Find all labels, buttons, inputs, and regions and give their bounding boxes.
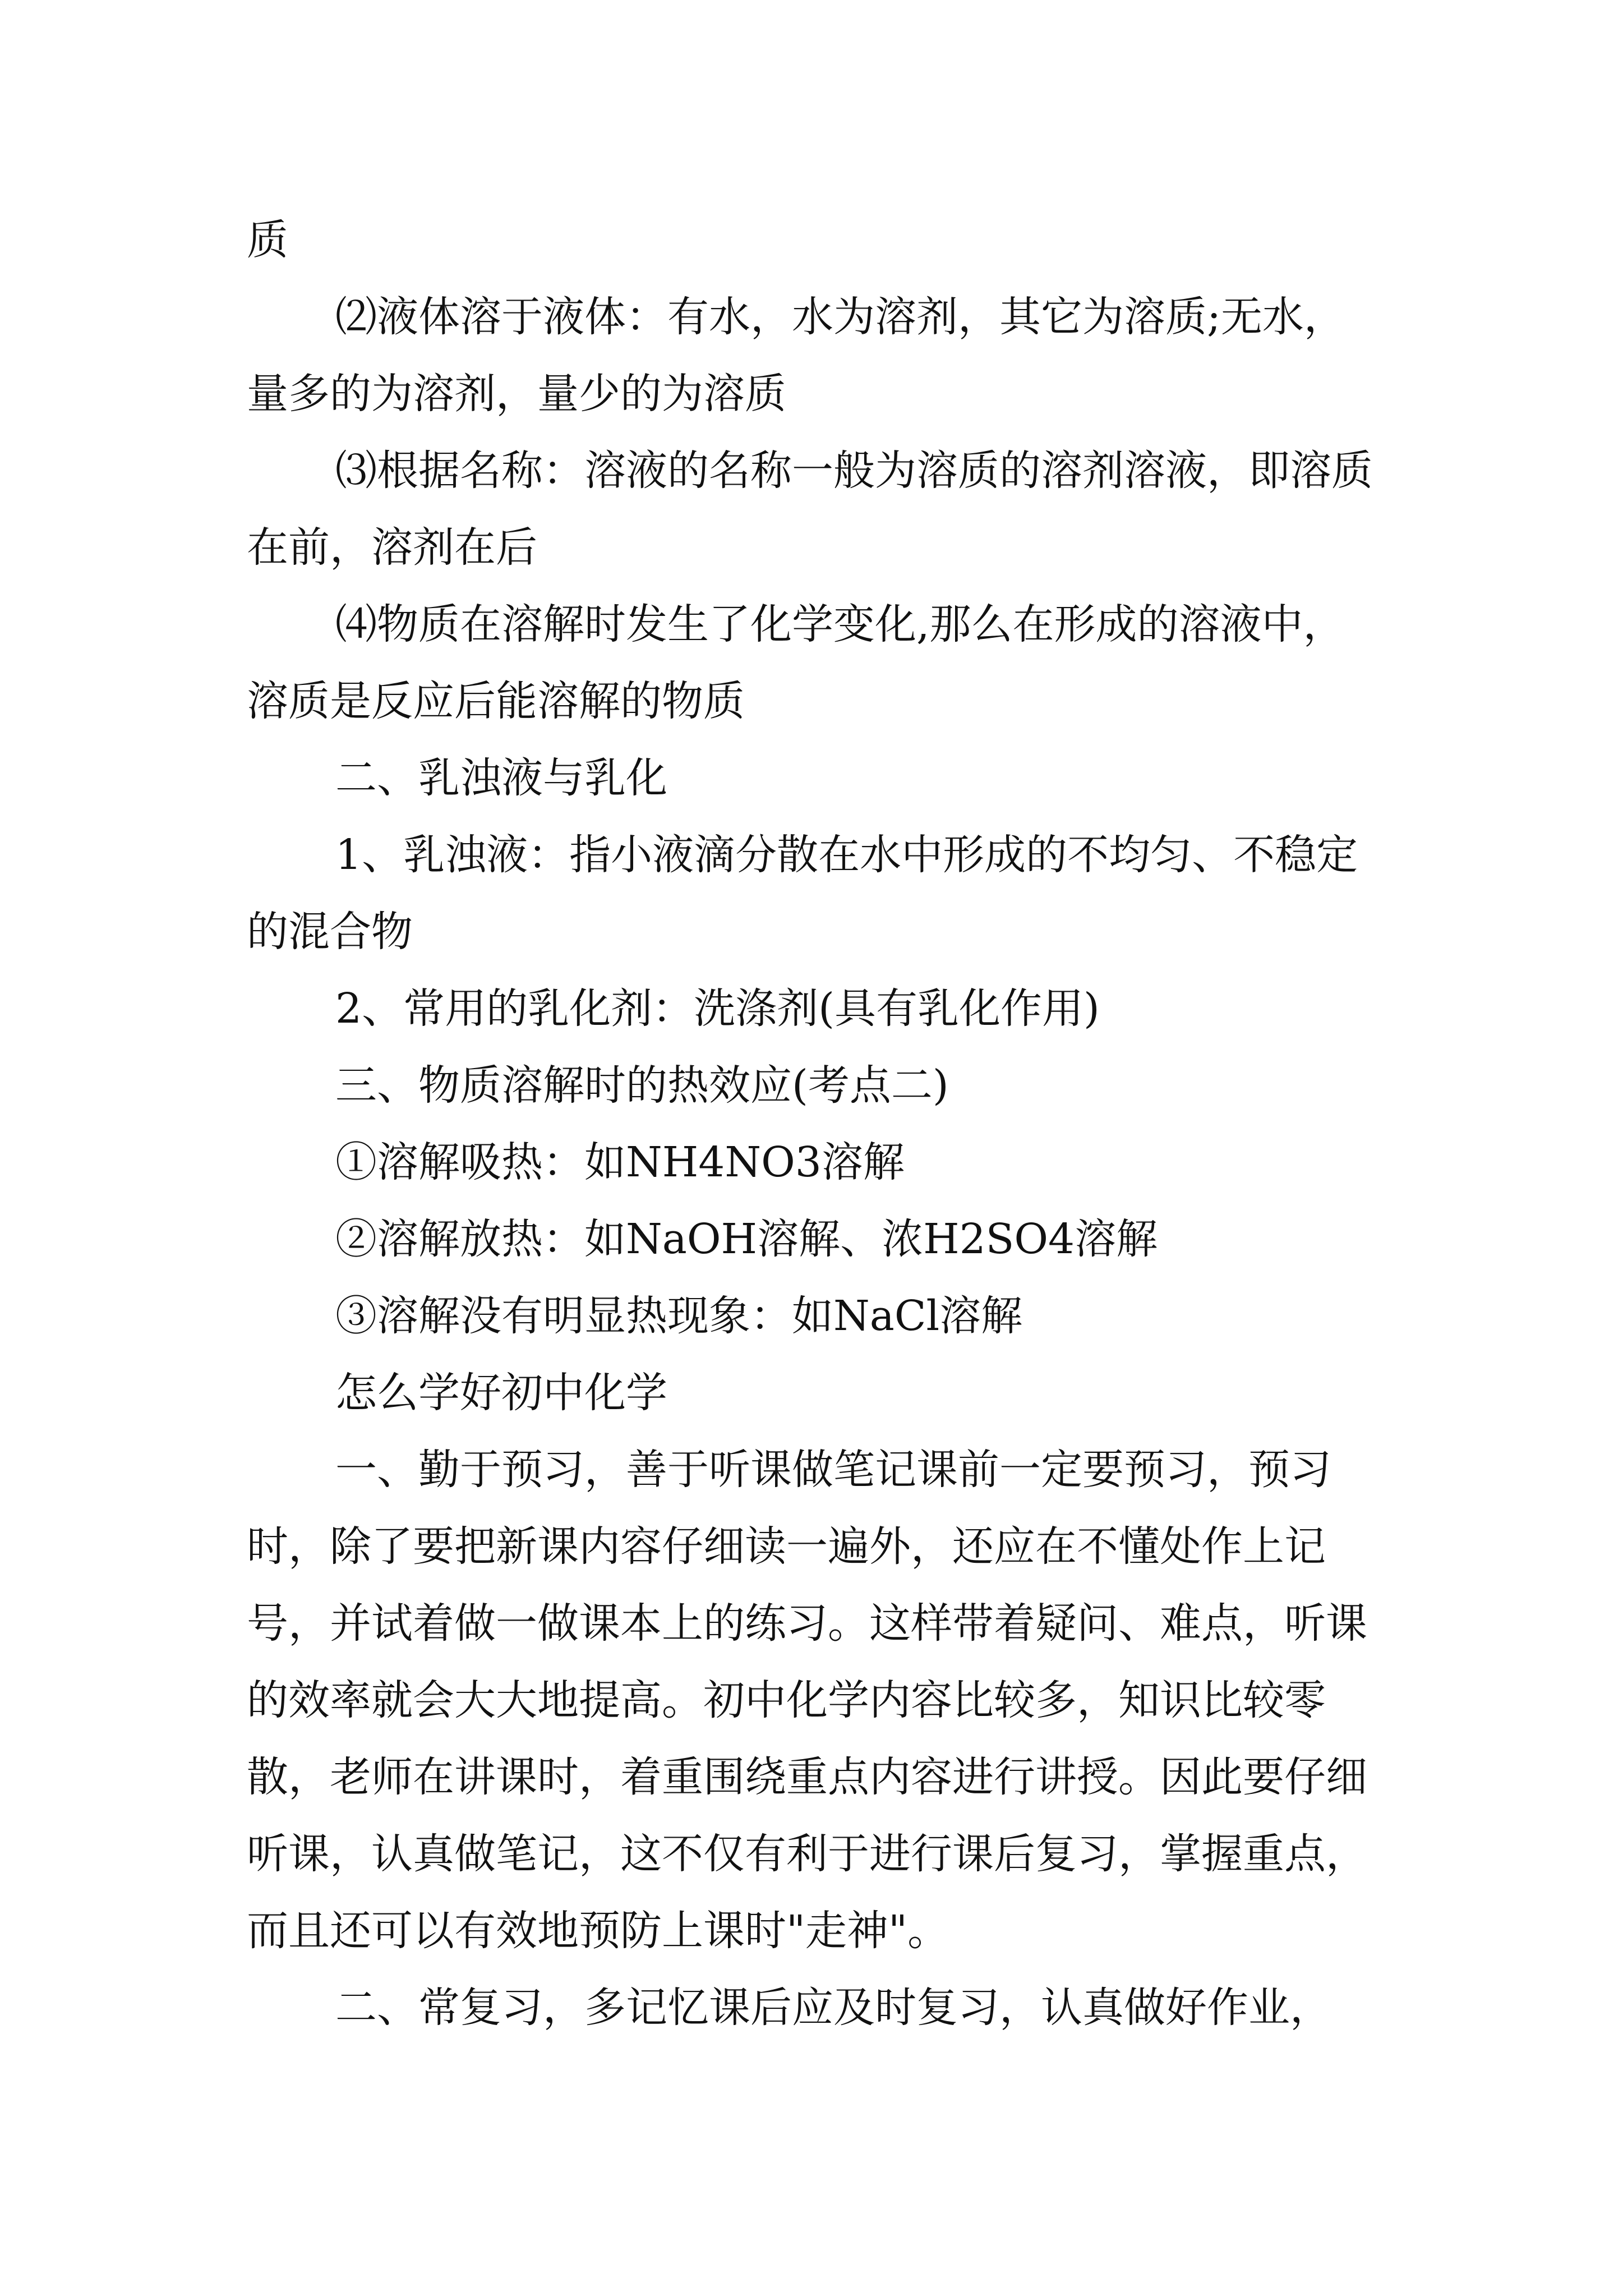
paragraph-review-memory: 二、常复习，多记忆课后应及时复习，认真做好作业，: [335, 1984, 1331, 2032]
list-item-no-heat: ③溶解没有明显热现象：如NaCl溶解: [335, 1292, 1023, 1340]
document-body: [247, 202, 1385, 2046]
list-item-heat-absorb: ①溶解吸热：如NH4NO3溶解: [335, 1138, 905, 1186]
paragraph-preview-notes: 一、勤于预习，善于听课做笔记课前一定要预习，预习时，除了要把新课内容仔细读一遍外，还应在不懂处作上记号，并试着做一做课本上的练习。这样带着疑问、难点，听课的效率就会大大地提高。初中化学内容比较多，知识比较零散，老师在讲课时，着重围绕重点内容进行讲授。因此要仔细听课，认真做笔记，这不仅有利于进行课后复习，掌握重点，而且还可以有效地预防上课时"走神"。: [247, 1446, 1367, 1955]
paragraph-emulsion-definition: 1、乳浊液：指小液滴分散在水中形成的不均匀、不稳定的混合物: [247, 831, 1358, 956]
paragraph-chemical-change: ⑷物质在溶解时发生了化学变化,那么在形成的溶液中，溶质是反应后能溶解的物质: [247, 600, 1345, 725]
paragraph-liquid-in-liquid: ⑵液体溶于液体：有水，水为溶剂，其它为溶质;无水，量多的为溶剂，量少的为溶质: [247, 293, 1345, 418]
section-heading-heat-effect: 三、物质溶解时的热效应(考点二): [335, 1061, 949, 1110]
paragraph-continuation: 质: [247, 216, 288, 264]
paragraph-by-name: ⑶根据名称：溶液的名称一般为溶质的溶剂溶液，即溶质在前，溶剂在后: [247, 447, 1373, 572]
section-heading-study: 怎么学好初中化学: [335, 1369, 667, 1417]
list-item-heat-release: ②溶解放热：如NaOH溶解、浓H2SO4溶解: [335, 1215, 1158, 1263]
paragraph-emulsifier: 2、常用的乳化剂：洗涤剂(具有乳化作用): [335, 984, 1100, 1033]
section-heading-emulsion: 二、乳浊液与乳化: [335, 754, 667, 802]
